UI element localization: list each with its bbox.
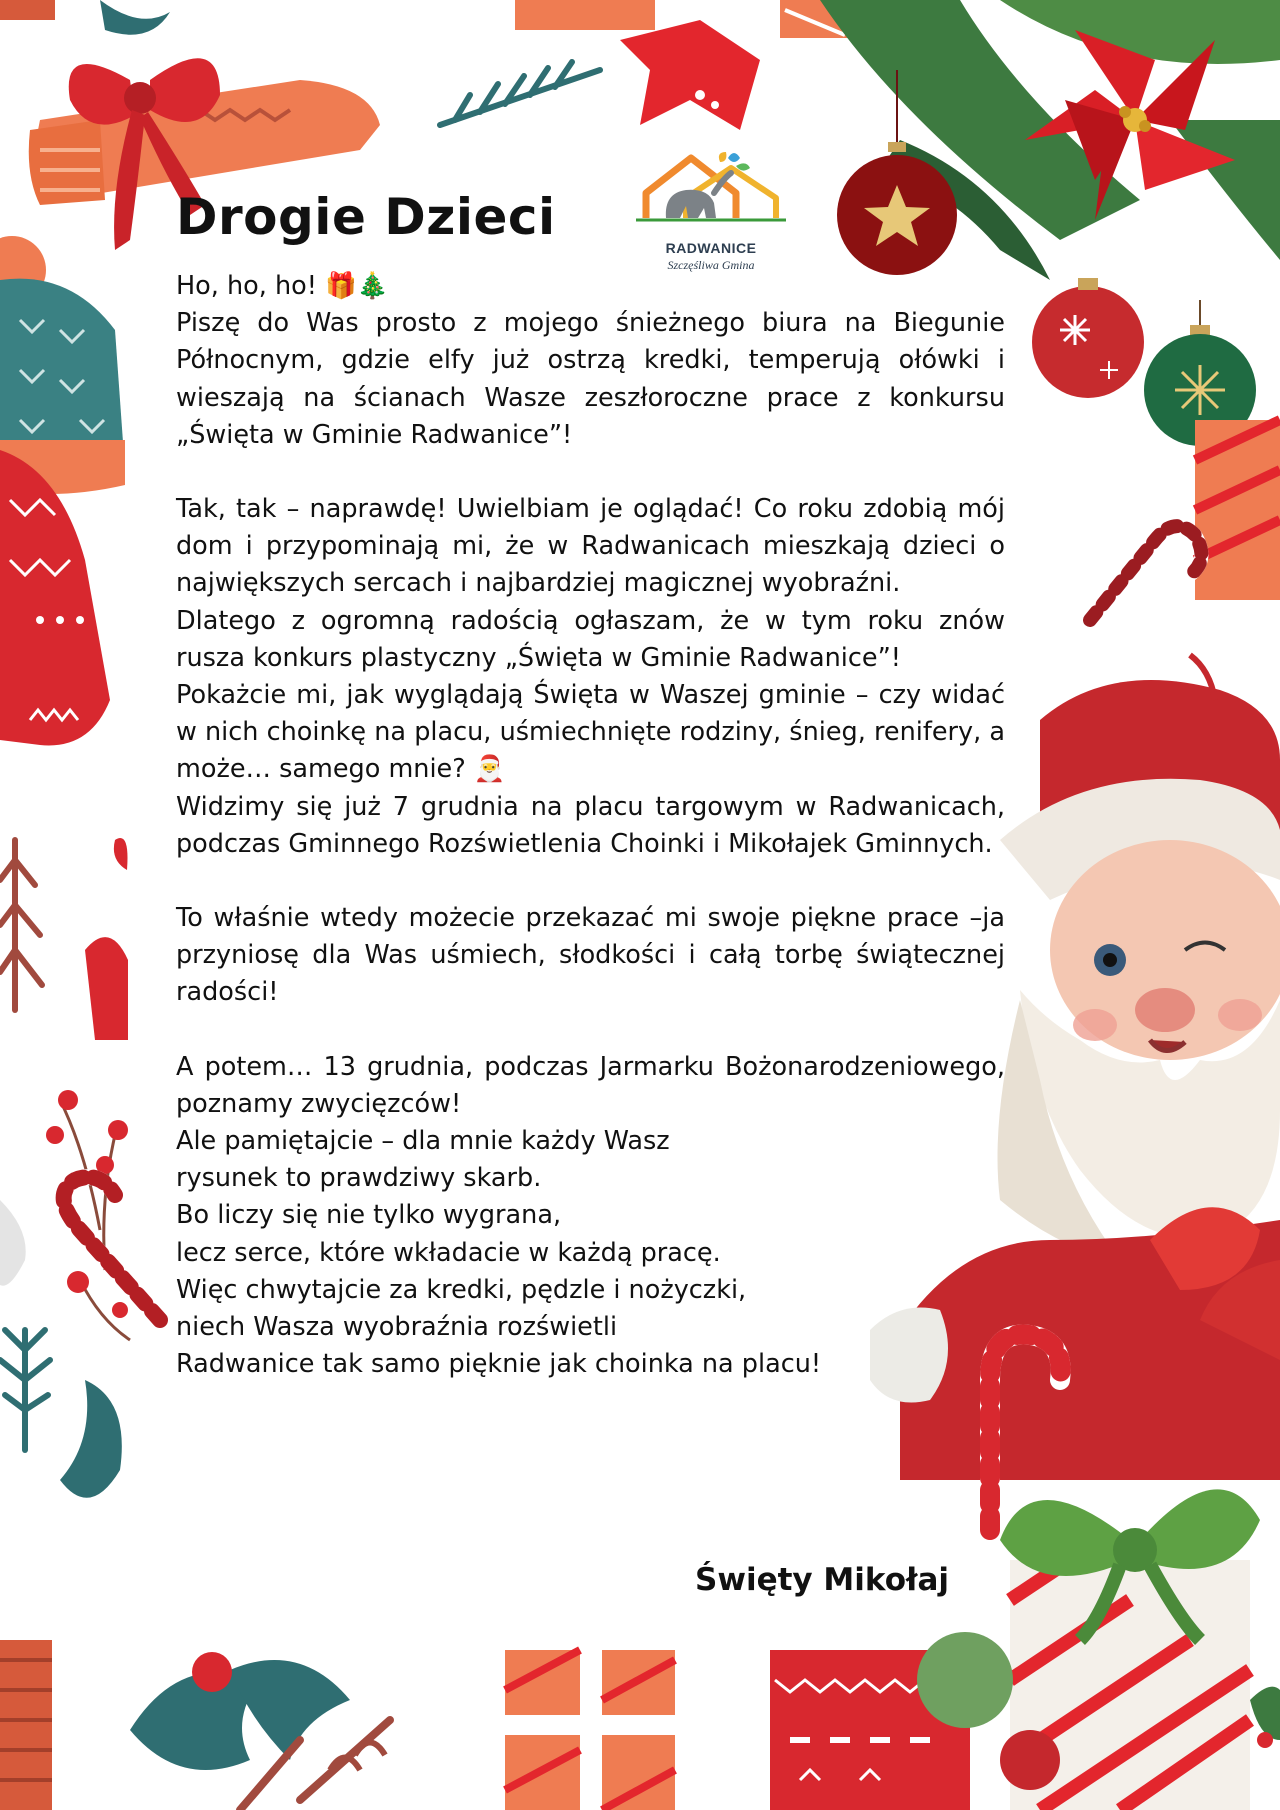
letter-body bbox=[176, 268, 1005, 1383]
holly-bottom-illustration bbox=[130, 1652, 390, 1810]
closing-line: Radwanice tak samo pięknie jak choinka na placu! bbox=[176, 1349, 822, 1380]
sweater-left-illustration bbox=[0, 450, 110, 745]
paragraph-gap bbox=[176, 454, 1005, 491]
red-snowflake-ornament-illustration bbox=[1032, 278, 1144, 398]
letter-title: Drogie Dzieci bbox=[176, 188, 556, 246]
tree-sketch-left-illustration bbox=[0, 840, 42, 1010]
signature: Święty Mikołaj bbox=[695, 1562, 950, 1598]
paragraph: A potem… 13 grudnia, podczas Jarmarku Bożonarodzeniowego, poznamy zwycięzców! bbox=[176, 1051, 1005, 1119]
knit-hat-left-illustration bbox=[0, 236, 125, 494]
closing-line: Bo liczy się nie tylko wygrana, bbox=[176, 1200, 562, 1231]
gift-box-right-illustration bbox=[1195, 420, 1280, 600]
closing-line: lecz serce, które wkładacie w każdą pracę. bbox=[176, 1237, 721, 1268]
logo-name: RADWANICE bbox=[665, 240, 757, 256]
paragraph: To właśnie wtedy możecie przekazać mi swoje piękne prace –ja przyniosę dla Was uśmiech, słodkości i całą torbę świątecznej radości! bbox=[176, 903, 1005, 1008]
berries-left-illustration bbox=[46, 1090, 130, 1340]
paragraph: Widzimy się już 7 grudnia na placu targowym w Radwanicach, podczas Gminnego Rozświetlenia Choinki i Mikołajek Gminnych. bbox=[176, 791, 1005, 859]
paragraph-gap bbox=[176, 1012, 1005, 1049]
paragraph: Dlatego z ogromną radością ogłaszam, że w tym roku znów rusza konkurs plastyczny „Święta w Gminie Radwanice”! bbox=[176, 605, 1005, 673]
candy-cane-left-illustration bbox=[64, 1177, 160, 1320]
closing-line: rysunek to prawdziwy skarb. bbox=[176, 1163, 542, 1194]
closing-line: niech Wasza wyobraźnia rozświetli bbox=[176, 1312, 618, 1343]
logo-tagline: Szczęśliwa Gmina bbox=[667, 258, 755, 272]
paragraph: Tak, tak – naprawdę! Uwielbiam je oglądać! Co roku zdobią mój dom i przypominają mi, że w Radwanicach mieszkają dzieci o największych sercach i najbardziej magicznej wyobraźni. bbox=[176, 494, 1005, 599]
poinsettia-top-illustration bbox=[620, 20, 760, 130]
gift-box-bottom-center-illustration bbox=[505, 1650, 675, 1810]
greeting-line: Ho, ho, ho! 🎁🎄 bbox=[176, 271, 389, 301]
gift-box-bottom-left-illustration bbox=[0, 1640, 52, 1810]
fern-top-illustration bbox=[440, 62, 600, 125]
closing-line: Więc chwytajcie za kredki, pędzle i nożyczki, bbox=[176, 1274, 747, 1305]
radwanice-logo-icon bbox=[636, 148, 786, 238]
closing-line: Ale pamiętajcie – dla mnie każdy Wasz bbox=[176, 1126, 670, 1157]
paragraph: Pokażcie mi, jak wyglądają Święta w Waszej gminie – czy widać w nich choinkę na placu, uśmiechnięte rodziny, śnieg, renifery, a może… samego mnie? 🎅 bbox=[176, 680, 1005, 785]
paragraph-gap bbox=[176, 863, 1005, 900]
paragraph: Piszę do Was prosto z mojego śnieżnego biura na Biegunie Północnym, gdzie elfy już ostrzą kredki, temperują ołówki i wieszają na ścianach Wasze zeszłoroczne prace z konkursu „Święta w Gminie Radwanice”! bbox=[176, 308, 1005, 450]
fern-left-illustration bbox=[0, 1330, 50, 1450]
candy-cane-right-illustration bbox=[1090, 526, 1201, 620]
